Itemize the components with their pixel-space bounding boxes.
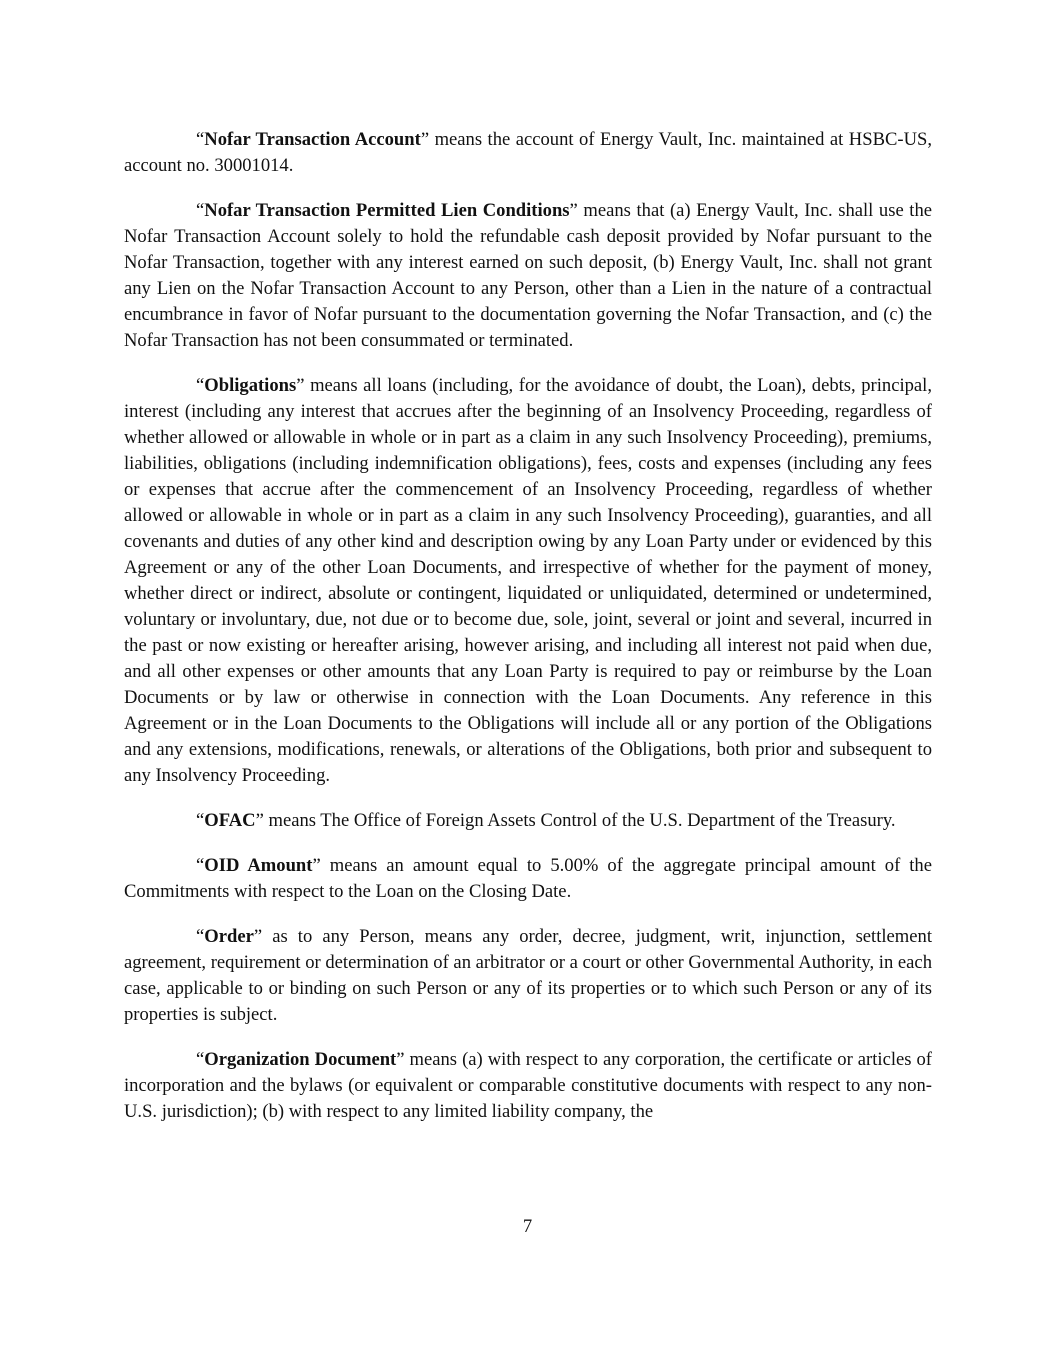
close-quote: ” — [420, 129, 430, 150]
defined-term: OID Amount — [204, 855, 313, 876]
definition-oid-amount — [124, 853, 932, 905]
definition-text: means that (a) Energy Vault, Inc. shall use the Nofar Transaction Account solely to hold the refundable cash deposit provided by Nofar pursuant to the Nofar Transaction, together with any interest earned on such deposit, (b) Energy Vault, Inc. shall not grant any Lien on the Nofar Transaction Account to any Person, other than a Lien in the nature of a contractual encumbrance in favor of Nofar pursuant to the documentation governing the Nofar Transaction, and (c) the Nofar Transaction has not been consummated or terminated. — [124, 200, 932, 351]
definition-text: means (a) with respect to any corporation, the certificate or articles of incorporation and the bylaws (or equivalent or comparable constitutive documents with respect to any non-U.S. jurisdiction); (b) with respect to any limited liability company, the — [124, 1049, 932, 1122]
open-quote: “ — [196, 375, 205, 396]
defined-term: Nofar Transaction Account — [204, 129, 421, 150]
document-page — [124, 127, 932, 1144]
open-quote: “ — [196, 810, 205, 831]
defined-term: Nofar Transaction Permitted Lien Conditions — [204, 200, 570, 221]
definition-nofar-transaction-account — [124, 127, 932, 179]
definition-organization-document — [124, 1047, 932, 1125]
definition-obligations — [124, 373, 932, 789]
definition-text: means an amount equal to 5.00% of the aggregate principal amount of the Commitments with respect to the Loan on the Closing Date. — [124, 855, 932, 902]
open-quote: “ — [196, 200, 205, 221]
close-quote: ” — [569, 200, 578, 221]
open-quote: “ — [196, 129, 205, 150]
definition-text: as to any Person, means any order, decree, judgment, writ, injunction, settlement agreement, requirement or determination of an arbitrator or a court or other Governmental Authority, in each case, applicable to or binding on such Person or any of its properties or to which such Person or any of its properties is subject. — [124, 926, 932, 1025]
open-quote: “ — [196, 1049, 205, 1070]
open-quote: “ — [196, 926, 205, 947]
page-number: 7 — [522, 1216, 533, 1237]
definition-order — [124, 924, 932, 1028]
defined-term: Organization Document — [204, 1049, 397, 1070]
close-quote: ” — [255, 810, 264, 831]
definition-ofac — [124, 808, 932, 834]
open-quote: “ — [196, 855, 205, 876]
close-quote: ” — [312, 855, 321, 876]
definition-nofar-transaction-permitted-lien-conditions — [124, 198, 932, 354]
definition-text: means all loans (including, for the avoidance of doubt, the Loan), debts, principal, interest (including any interest that accrues after the beginning of an Insolvency Proceeding, regardless of whether allowed or allowable in whole or in part as a claim in any such Insolvency Proceeding), premiums, liabilities, obligations (including indemnification obligations), fees, costs and expenses (including any fees or expenses that accrue after the commencement of an Insolvency Proceeding, regardless of whether allowed or allowable in whole or in part as a claim in any such Insolvency Proceeding), guaranties, and all covenants and duties of any other kind and description owing by any Loan Party under or evidenced by this Agreement or any of the other Loan Documents, and irrespective of whether for the payment of money, whether direct or indirect, absolute or contingent, liquidated or unliquidated, determined or undetermined, voluntary or involuntary, due, not due or to become due, sole, joint, several or joint and several, incurred in the past or now existing or hereafter arising, however arising, and including all interest not paid when due, and all other expenses or other amounts that any Loan Party is required to pay or reimburse by the Loan Documents or by law or otherwise in connection with the Loan Documents. Any reference in this Agreement or in the Loan Documents to the Obligations will include all or any portion of the Obligations and any extensions, modifications, renewals, or alterations of the Obligations, both prior and subsequent to any Insolvency Proceeding. — [124, 375, 932, 786]
defined-term: Obligations — [204, 375, 297, 396]
defined-term: OFAC — [204, 810, 256, 831]
close-quote: ” — [296, 375, 305, 396]
definition-text: means The Office of Foreign Assets Control of the U.S. Department of the Treasury. — [263, 810, 896, 831]
close-quote: ” — [396, 1049, 405, 1070]
defined-term: Order — [204, 926, 254, 947]
close-quote: ” — [253, 926, 263, 947]
definition-text: means the account of Energy Vault, Inc. maintained at HSBC-US, account no. 30001014. — [124, 129, 932, 176]
